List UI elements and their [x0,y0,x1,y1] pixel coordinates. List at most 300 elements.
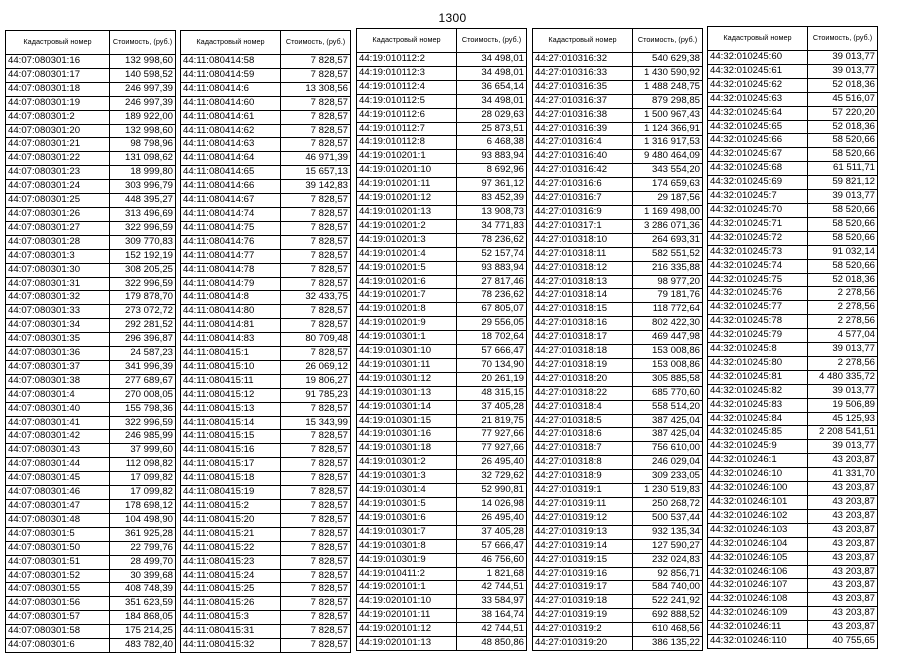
table-row [6,207,176,221]
cadastral-number: 44:07:080301:45 [6,472,110,486]
cost-value: 77 927,66 [457,428,527,442]
cadastral-number: 44:32:010245:85 [708,426,808,440]
table-row [357,372,527,386]
cost-value: 7 828,57 [281,527,351,541]
cost-value: 25 873,51 [457,122,527,136]
cadastral-number: 44:32:010245:61 [708,64,808,78]
table-row [708,523,878,537]
cadastral-number: 44:19:020101:13 [357,637,457,651]
table-row [6,291,176,305]
cadastral-number: 44:27:010316:6 [533,178,633,192]
cadastral-number: 44:32:010245:80 [708,356,808,370]
cadastral-number: 44:07:080301:31 [6,277,110,291]
cadastral-number: 44:11:080414:62 [181,124,281,138]
cost-value: 13 908,73 [457,205,527,219]
cost-value: 343 554,20 [633,164,703,178]
table-row [357,484,527,498]
cost-value: 67 805,07 [457,303,527,317]
cost-value: 558 514,20 [633,400,703,414]
table-row [181,541,351,555]
table-row [708,343,878,357]
cost-value: 39 013,77 [808,51,878,65]
cadastral-number: 44:32:010245:73 [708,245,808,259]
cadastral-number: 44:07:080301:23 [6,166,110,180]
cadastral-number: 44:27:010318:10 [533,233,633,247]
column-header-cost: Стоимость, (руб.) [808,27,878,51]
cadastral-number: 44:07:080301:41 [6,416,110,430]
cadastral-number: 44:11:080414:75 [181,221,281,235]
table-row [181,333,351,347]
table-row [181,263,351,277]
cost-value: 19 506,89 [808,398,878,412]
table-row [357,150,527,164]
table-row [6,221,176,235]
cadastral-number: 44:27:010318:13 [533,275,633,289]
cadastral-number: 44:27:010318:11 [533,247,633,261]
cost-value: 264 693,31 [633,233,703,247]
cadastral-number: 44:19:010301:14 [357,400,457,414]
cost-value: 79 181,76 [633,289,703,303]
table-row [181,472,351,486]
cadastral-number: 44:27:010316:9 [533,205,633,219]
table-row [708,51,878,65]
cost-value: 610 468,56 [633,623,703,637]
table-row [533,331,703,345]
table-row [6,430,176,444]
cost-value: 39 013,77 [808,190,878,204]
cost-value: 39 013,77 [808,343,878,357]
cost-value: 118 772,64 [633,303,703,317]
cadastral-number: 44:19:010411:2 [357,567,457,581]
cadastral-number: 44:32:010246:101 [708,496,808,510]
table-row [533,80,703,94]
cost-value: 1 124 366,91 [633,122,703,136]
column-header-number: Кадастровый номер [357,29,457,53]
cost-value: 78 236,62 [457,289,527,303]
cadastral-number: 44:07:080301:5 [6,527,110,541]
cadastral-number: 44:32:010245:72 [708,231,808,245]
cadastral-number: 44:27:010319:15 [533,553,633,567]
cadastral-number: 44:32:010246:1 [708,454,808,468]
cost-value: 246 029,04 [633,456,703,470]
cadastral-number: 44:07:080301:21 [6,138,110,152]
table-row [181,249,351,263]
table-row [6,96,176,110]
cost-value: 20 261,19 [457,372,527,386]
table-row [708,329,878,343]
table-row [533,289,703,303]
cadastral-number: 44:07:080301:40 [6,402,110,416]
cost-value: 93 883,94 [457,261,527,275]
cadastral-number: 44:32:010245:76 [708,287,808,301]
cost-value: 40 755,65 [808,635,878,649]
cadastral-number: 44:32:010245:82 [708,384,808,398]
cadastral-number: 44:32:010246:104 [708,537,808,551]
table-row [708,245,878,259]
cadastral-number: 44:07:080301:42 [6,430,110,444]
table-row [533,567,703,581]
cadastral-number: 44:27:010319:20 [533,637,633,651]
table-row [181,207,351,221]
table-row [181,235,351,249]
table-row [181,82,351,96]
cadastral-number: 44:32:010245:7 [708,190,808,204]
cadastral-number: 44:11:080415:23 [181,555,281,569]
table-row [708,593,878,607]
table-row [708,565,878,579]
table-row [708,398,878,412]
cost-value: 58 520,66 [808,231,878,245]
cost-value: 4 480 335,72 [808,370,878,384]
cost-value: 24 587,23 [110,347,176,361]
cost-value: 59 821,12 [808,176,878,190]
cost-value: 7 828,57 [281,55,351,69]
cost-value: 351 623,59 [110,597,176,611]
table-row [533,553,703,567]
cadastral-number: 44:07:080301:24 [6,180,110,194]
cadastral-number: 44:32:010245:62 [708,78,808,92]
cost-value: 7 828,57 [281,513,351,527]
table-row [533,178,703,192]
cadastral-number: 44:32:010245:66 [708,134,808,148]
cost-value: 303 996,79 [110,180,176,194]
table-row [6,513,176,527]
cadastral-number: 44:19:010301:2 [357,456,457,470]
table-row [357,205,527,219]
table-row [6,180,176,194]
cadastral-number: 44:11:080415:21 [181,527,281,541]
cost-value: 22 799,76 [110,541,176,555]
cadastral-number: 44:32:010245:64 [708,106,808,120]
table-row [357,219,527,233]
table-row [6,277,176,291]
table-row [357,331,527,345]
cadastral-number: 44:11:080414:61 [181,110,281,124]
table-row [181,639,351,653]
cost-value: 174 659,63 [633,178,703,192]
cost-value: 28 499,70 [110,555,176,569]
table-row [533,386,703,400]
cost-value: 246 997,39 [110,82,176,96]
table-row [6,152,176,166]
cost-value: 45 125,93 [808,412,878,426]
table-row [533,122,703,136]
table-row [6,555,176,569]
cadastral-number: 44:11:080415:26 [181,597,281,611]
table-row [181,374,351,388]
cost-value: 43 203,87 [808,509,878,523]
table-row [533,317,703,331]
cost-value: 27 817,46 [457,275,527,289]
cadastral-number: 44:11:080415:14 [181,416,281,430]
cadastral-number: 44:32:010246:106 [708,565,808,579]
column-header-number: Кадастровый номер [181,31,281,55]
table-row [533,247,703,261]
table-row [357,136,527,150]
table-row [357,345,527,359]
table-row [181,583,351,597]
table-row [533,358,703,372]
cadastral-number: 44:07:080301:37 [6,360,110,374]
table-row [357,539,527,553]
cadastral-number: 44:07:080301:58 [6,625,110,639]
cadastral-number: 44:11:080414:58 [181,55,281,69]
cadastral-number: 44:27:010318:6 [533,428,633,442]
cadastral-number: 44:27:010319:18 [533,595,633,609]
cadastral-number: 44:32:010246:105 [708,551,808,565]
table-row [708,537,878,551]
table-row [357,567,527,581]
cadastral-number: 44:32:010245:75 [708,273,808,287]
table-row [181,555,351,569]
cost-value: 582 551,52 [633,247,703,261]
table-row [6,347,176,361]
cadastral-number: 44:27:010319:12 [533,511,633,525]
cost-value: 322 996,59 [110,416,176,430]
table-row [533,414,703,428]
cadastral-number: 44:32:010246:10 [708,468,808,482]
table-row [533,345,703,359]
column-header-cost: Стоимость, (руб.) [457,29,527,53]
table-row [357,164,527,178]
cadastral-number: 44:19:010301:12 [357,372,457,386]
cadastral-number: 44:32:010246:109 [708,607,808,621]
table-row [181,152,351,166]
cadastral-number: 44:19:010301:11 [357,358,457,372]
table-row [357,303,527,317]
table-row [181,569,351,583]
cost-value: 322 996,59 [110,221,176,235]
cadastral-number: 44:19:010112:8 [357,136,457,150]
table-row [6,360,176,374]
cost-value: 42 744,51 [457,623,527,637]
cost-value: 584 740,00 [633,581,703,595]
cadastral-table-2 [180,30,351,653]
cost-value: 43 203,87 [808,551,878,565]
table-row [181,221,351,235]
cost-value: 39 013,77 [808,440,878,454]
cadastral-number: 44:07:080301:22 [6,152,110,166]
cost-value: 1 430 590,92 [633,66,703,80]
table-row [181,388,351,402]
cost-value: 7 828,57 [281,555,351,569]
cadastral-number: 44:32:010245:79 [708,329,808,343]
table-row [6,166,176,180]
cost-value: 58 520,66 [808,259,878,273]
cost-value: 932 135,34 [633,525,703,539]
table-row [708,315,878,329]
table-row [6,583,176,597]
cost-value: 43 203,87 [808,607,878,621]
table-row [533,372,703,386]
table-row [708,621,878,635]
cost-value: 7 828,57 [281,138,351,152]
cadastral-number: 44:32:010245:74 [708,259,808,273]
cadastral-number: 44:07:080301:35 [6,333,110,347]
cost-value: 52 157,74 [457,247,527,261]
table-row [533,275,703,289]
cost-value: 7 828,57 [281,110,351,124]
cost-value: 232 024,83 [633,553,703,567]
table-row [708,148,878,162]
cost-value: 387 425,04 [633,414,703,428]
cadastral-number: 44:32:010245:70 [708,203,808,217]
cadastral-number: 44:27:010318:20 [533,372,633,386]
cadastral-number: 44:19:020101:10 [357,595,457,609]
cost-value: 386 135,22 [633,637,703,651]
cost-value: 4 577,04 [808,329,878,343]
table-row [708,176,878,190]
table-row [708,64,878,78]
cadastral-number: 44:11:080414:65 [181,166,281,180]
cadastral-number: 44:19:010112:2 [357,53,457,67]
table-row [181,625,351,639]
cadastral-number: 44:11:080414:83 [181,333,281,347]
table-row [533,150,703,164]
cost-value: 34 771,83 [457,219,527,233]
cadastral-number: 44:07:080301:20 [6,124,110,138]
cadastral-number: 44:27:010318:14 [533,289,633,303]
cadastral-number: 44:27:010318:9 [533,470,633,484]
cost-value: 58 520,66 [808,217,878,231]
cost-value: 98 977,20 [633,275,703,289]
table-row [6,333,176,347]
cadastral-number: 44:19:010201:2 [357,219,457,233]
cost-value: 879 298,85 [633,94,703,108]
table-row [533,595,703,609]
cadastral-number: 44:07:080301:33 [6,305,110,319]
table-row [533,108,703,122]
cadastral-number: 44:32:010245:84 [708,412,808,426]
cadastral-number: 44:19:010301:4 [357,484,457,498]
table-row [357,442,527,456]
cost-value: 1 488 248,75 [633,80,703,94]
cost-value: 483 782,40 [110,639,176,653]
cost-value: 7 828,57 [281,235,351,249]
table-row [181,194,351,208]
cadastral-number: 44:32:010245:77 [708,301,808,315]
cadastral-number: 44:32:010245:69 [708,176,808,190]
table-row [181,291,351,305]
table-row [6,388,176,402]
cost-value: 7 828,57 [281,569,351,583]
cost-value: 184 868,05 [110,611,176,625]
cadastral-number: 44:07:080301:30 [6,263,110,277]
cost-value: 296 396,87 [110,333,176,347]
cadastral-number: 44:07:080301:38 [6,374,110,388]
table-row [181,110,351,124]
cadastral-number: 44:19:010201:4 [357,247,457,261]
cadastral-number: 44:07:080301:57 [6,611,110,625]
cost-value: 61 511,71 [808,162,878,176]
cost-value: 80 709,48 [281,333,351,347]
table-row [708,496,878,510]
cadastral-number: 44:07:080301:28 [6,235,110,249]
table-row [357,581,527,595]
cost-value: 17 099,82 [110,486,176,500]
cost-value: 34 498,01 [457,53,527,67]
cadastral-number: 44:32:010245:9 [708,440,808,454]
cadastral-number: 44:19:010201:11 [357,178,457,192]
table-row [708,78,878,92]
cost-value: 7 828,57 [281,277,351,291]
table-row [357,623,527,637]
cost-value: 57 666,47 [457,539,527,553]
cost-value: 43 203,87 [808,565,878,579]
table-row [357,456,527,470]
table-row [357,386,527,400]
table-row [708,607,878,621]
table-row [181,55,351,69]
cadastral-number: 44:19:010201:10 [357,164,457,178]
table-row [357,233,527,247]
cost-value: 7 828,57 [281,194,351,208]
table-row [533,303,703,317]
cost-value: 7 828,57 [281,207,351,221]
cadastral-number: 44:11:080415:31 [181,625,281,639]
table-row [533,233,703,247]
table-row [533,511,703,525]
cadastral-number: 44:11:080414:74 [181,207,281,221]
cost-value: 6 468,38 [457,136,527,150]
table-row [6,305,176,319]
cost-value: 43 203,87 [808,593,878,607]
cost-value: 43 203,87 [808,482,878,496]
cadastral-number: 44:19:010301:3 [357,470,457,484]
cadastral-number: 44:11:080414:66 [181,180,281,194]
cost-value: 91 785,23 [281,388,351,402]
cost-value: 7 828,57 [281,472,351,486]
cost-value: 500 537,44 [633,511,703,525]
table-row [708,440,878,454]
table-row [6,82,176,96]
cost-value: 30 399,68 [110,569,176,583]
cadastral-number: 44:11:080414:8 [181,291,281,305]
cost-value: 37 999,60 [110,444,176,458]
table-row [708,579,878,593]
cadastral-number: 44:11:080414:59 [181,68,281,82]
cadastral-number: 44:19:010301:13 [357,386,457,400]
cost-value: 57 220,20 [808,106,878,120]
cadastral-number: 44:32:010246:102 [708,509,808,523]
cadastral-number: 44:27:010318:12 [533,261,633,275]
cadastral-number: 44:19:010301:18 [357,442,457,456]
cadastral-number: 44:11:080414:60 [181,96,281,110]
cost-value: 58 520,66 [808,134,878,148]
cost-value: 7 828,57 [281,68,351,82]
cadastral-number: 44:19:010301:15 [357,414,457,428]
cadastral-number: 44:07:080301:50 [6,541,110,555]
cadastral-number: 44:19:010201:9 [357,317,457,331]
table-row [357,122,527,136]
cost-value: 46 756,60 [457,553,527,567]
cost-value: 469 447,98 [633,331,703,345]
cadastral-number: 44:07:080301:43 [6,444,110,458]
cadastral-number: 44:19:010112:5 [357,94,457,108]
cadastral-number: 44:27:010316:38 [533,108,633,122]
cadastral-number: 44:07:080301:16 [6,55,110,69]
cost-value: 112 098,82 [110,458,176,472]
cost-value: 19 806,27 [281,374,351,388]
cadastral-number: 44:07:080301:48 [6,513,110,527]
cadastral-number: 44:32:010245:60 [708,51,808,65]
column-header-number: Кадастровый номер [708,27,808,51]
cost-value: 93 883,94 [457,150,527,164]
table-row [357,289,527,303]
cadastral-number: 44:19:010301:10 [357,345,457,359]
cost-value: 18 999,80 [110,166,176,180]
cadastral-number: 44:19:020101:12 [357,623,457,637]
